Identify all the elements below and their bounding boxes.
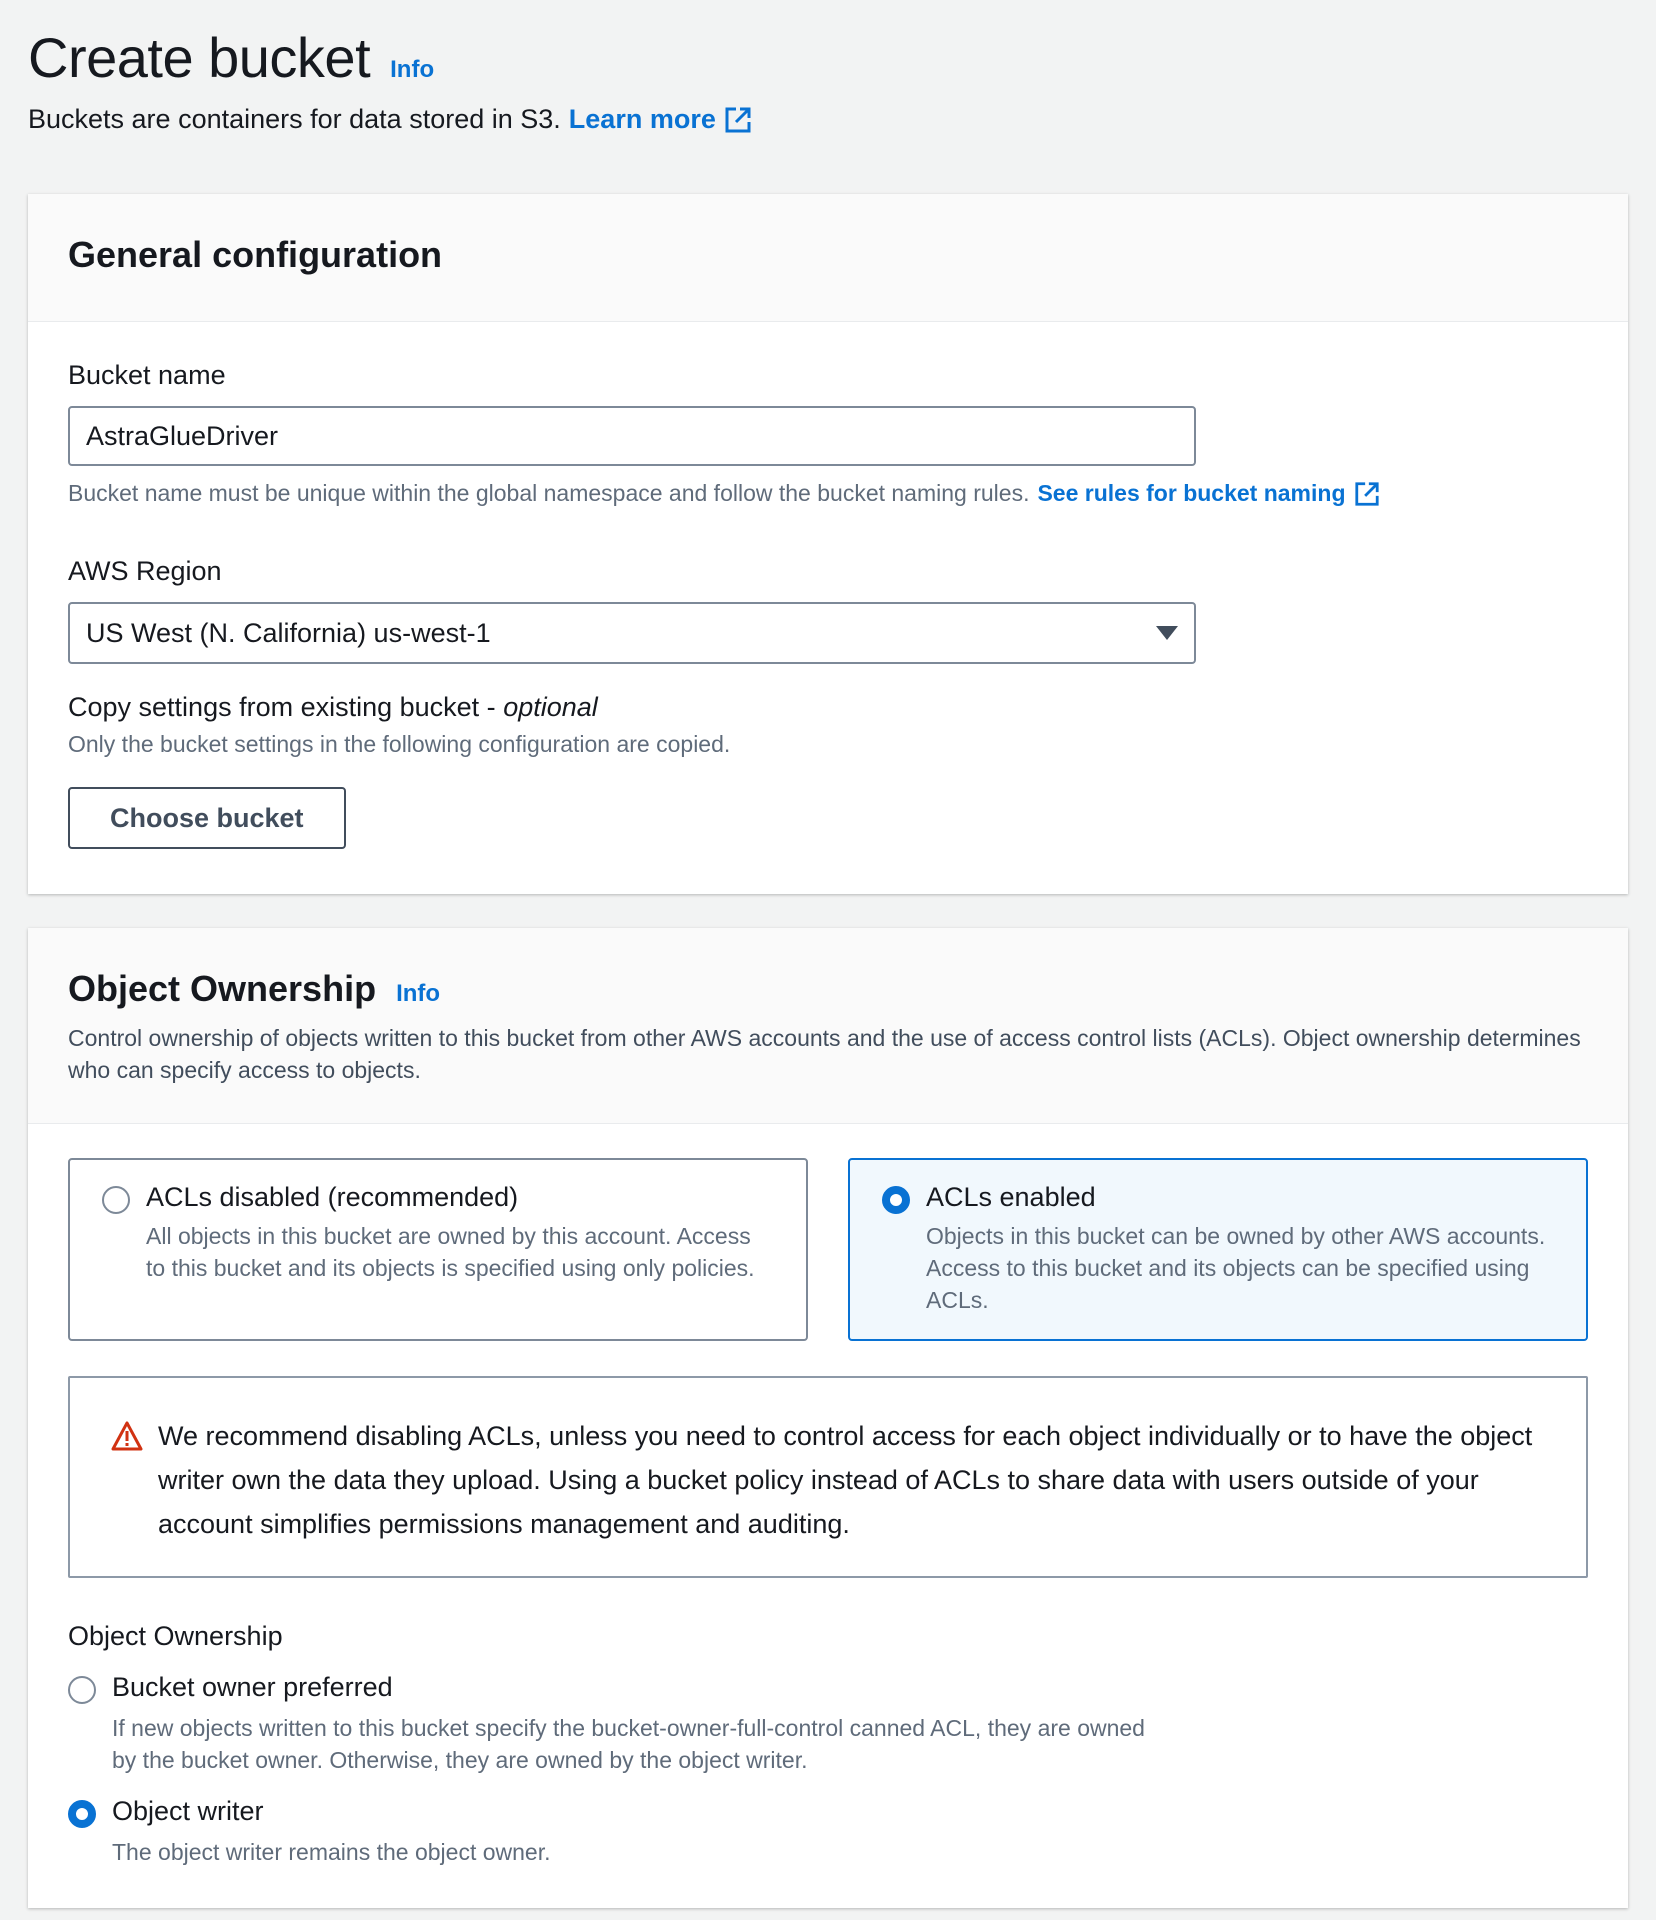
external-link-icon[interactable]: [724, 106, 752, 134]
general-configuration-title: General configuration: [68, 234, 443, 275]
acls-enabled-tile[interactable]: [848, 1158, 1588, 1341]
acls-disabled-description: All objects in this bucket are owned by this account. Access to this bucket and its objects is specified using only policies.: [146, 1223, 755, 1281]
object-writer-description: The object writer remains the object owner.: [112, 1839, 551, 1865]
bucket-name-help: [68, 480, 1380, 507]
bucket-name-input[interactable]: [68, 406, 1196, 466]
caret-down-icon: [1156, 626, 1178, 640]
object-ownership-title: Object Ownership: [68, 968, 377, 1009]
object-writer-radio[interactable]: [68, 1800, 96, 1828]
warning-icon: [110, 1420, 144, 1452]
ownership-info-link[interactable]: Info: [396, 980, 441, 1007]
object-ownership-description: Control ownership of objects written to this bucket from other AWS accounts and the use of access control lists (ACLs). Object ownership determines who can specify access to objects.: [68, 1025, 1581, 1083]
acl-warning-text: We recommend disabling ACLs, unless you need to control access for each object individually or to have the object writer own the data they upload. Using a bucket policy instead of ACLs to share data with users outside of your account simplifies permissions management and auditing.: [158, 1421, 1533, 1539]
copy-settings-help: Only the bucket settings in the following configuration are copied.: [68, 731, 731, 757]
region-select[interactable]: [68, 602, 1196, 664]
acls-enabled-description: Objects in this bucket can be owned by other AWS accounts. Access to this bucket and its objects can be specified using ACLs.: [926, 1223, 1546, 1313]
learn-more-link[interactable]: Learn more: [568, 104, 716, 134]
region-selected-value: US West (N. California) us-west-1: [86, 617, 491, 648]
region-label: AWS Region: [68, 556, 222, 586]
page-subtitle: [28, 104, 752, 135]
copy-settings-label-text: Copy settings from existing bucket -: [68, 692, 496, 722]
bucket-owner-preferred-description: If new objects written to this bucket specify the bucket-owner-full-control canned ACL, they are owned by the bucket owner. Otherwise, they are owned by the object writer.: [112, 1715, 1145, 1773]
ownership-options-label: Object Ownership: [68, 1621, 283, 1651]
naming-rules-link[interactable]: See rules for bucket naming: [1037, 480, 1346, 506]
page-title: Create bucket: [28, 26, 371, 89]
object-ownership-header: [28, 928, 1628, 1124]
general-configuration-panel: [28, 194, 1628, 894]
acls-disabled-radio[interactable]: [102, 1186, 130, 1214]
acls-enabled-title: ACLs enabled: [926, 1182, 1096, 1212]
header-info-link[interactable]: Info: [390, 56, 435, 83]
optional-label: optional: [503, 692, 598, 722]
object-ownership-panel: [28, 928, 1628, 1908]
object-writer-title[interactable]: Object writer: [112, 1796, 264, 1826]
external-link-icon[interactable]: [1354, 481, 1380, 507]
acls-disabled-title: ACLs disabled (recommended): [146, 1182, 519, 1212]
bucket-owner-preferred-radio[interactable]: [68, 1676, 96, 1704]
copy-settings-label: [68, 692, 598, 723]
choose-bucket-button[interactable]: Choose bucket: [68, 787, 346, 849]
acl-warning-alert: [68, 1376, 1588, 1578]
general-configuration-header: [28, 194, 1628, 322]
acls-enabled-radio[interactable]: [882, 1186, 910, 1214]
subtitle-text: Buckets are containers for data stored in S3.: [28, 104, 561, 134]
page-header: [28, 26, 435, 89]
acls-disabled-tile[interactable]: [68, 1158, 808, 1341]
bucket-name-label: Bucket name: [68, 360, 226, 390]
bucket-name-help-text: Bucket name must be unique within the global namespace and follow the bucket naming rules.: [68, 480, 1030, 506]
object-ownership-title-row: [68, 968, 440, 1010]
bucket-owner-preferred-title[interactable]: Bucket owner preferred: [112, 1672, 393, 1702]
